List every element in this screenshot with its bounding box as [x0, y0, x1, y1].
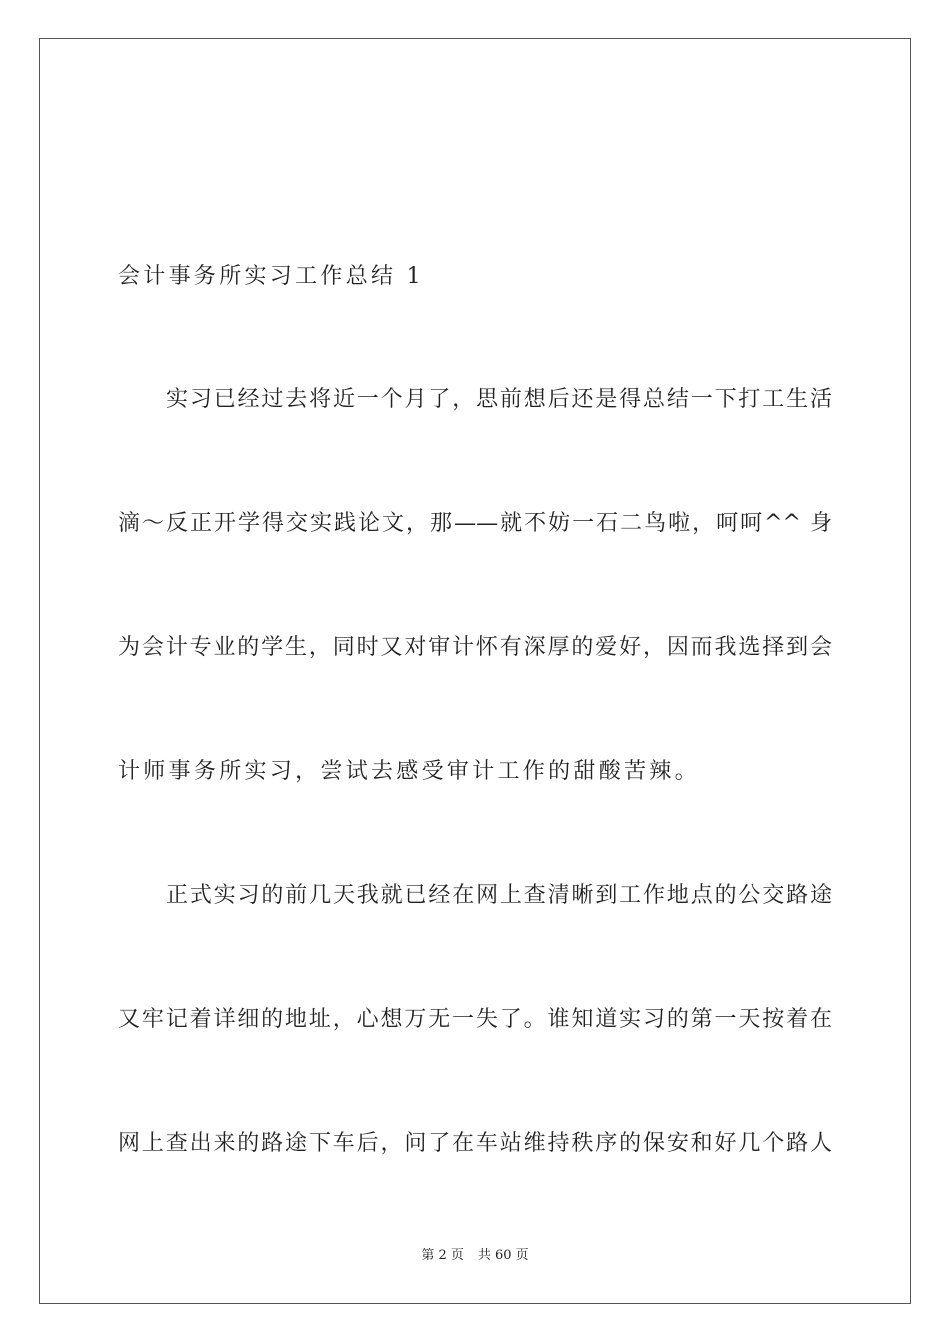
paragraph-line: 又牢记着详细的地址，心想万无一失了。谁知道实习的第一天按着在 [118, 1007, 832, 1032]
page-total: 共 60 页 [477, 1248, 529, 1263]
document-title: 会计事务所实习工作总结 1 [118, 264, 424, 289]
paragraph-line: 网上查出来的路途下车后，问了在车站维持秩序的保安和好几个路人 [118, 1131, 832, 1156]
paragraph-line: 正式实习的前几天我就已经在网上查清晰到工作地点的公交路途 [166, 883, 832, 908]
paragraph-line: 计师事务所实习，尝试去感受审计工作的甜酸苦辣。 [118, 759, 700, 784]
page-border [39, 38, 911, 1304]
page-number: 第 2 页 [421, 1248, 464, 1263]
paragraph-line: 实习已经过去将近一个月了，思前想后还是得总结一下打工生活 [166, 387, 832, 412]
page-footer [0, 1247, 950, 1265]
paragraph-line: 为会计专业的学生，同时又对审计怀有深厚的爱好，因而我选择到会 [118, 635, 832, 660]
paragraph-line: 滴～反正开学得交实践论文，那——就不妨一石二鸟啦，呵呵^^ 身 [118, 511, 832, 536]
